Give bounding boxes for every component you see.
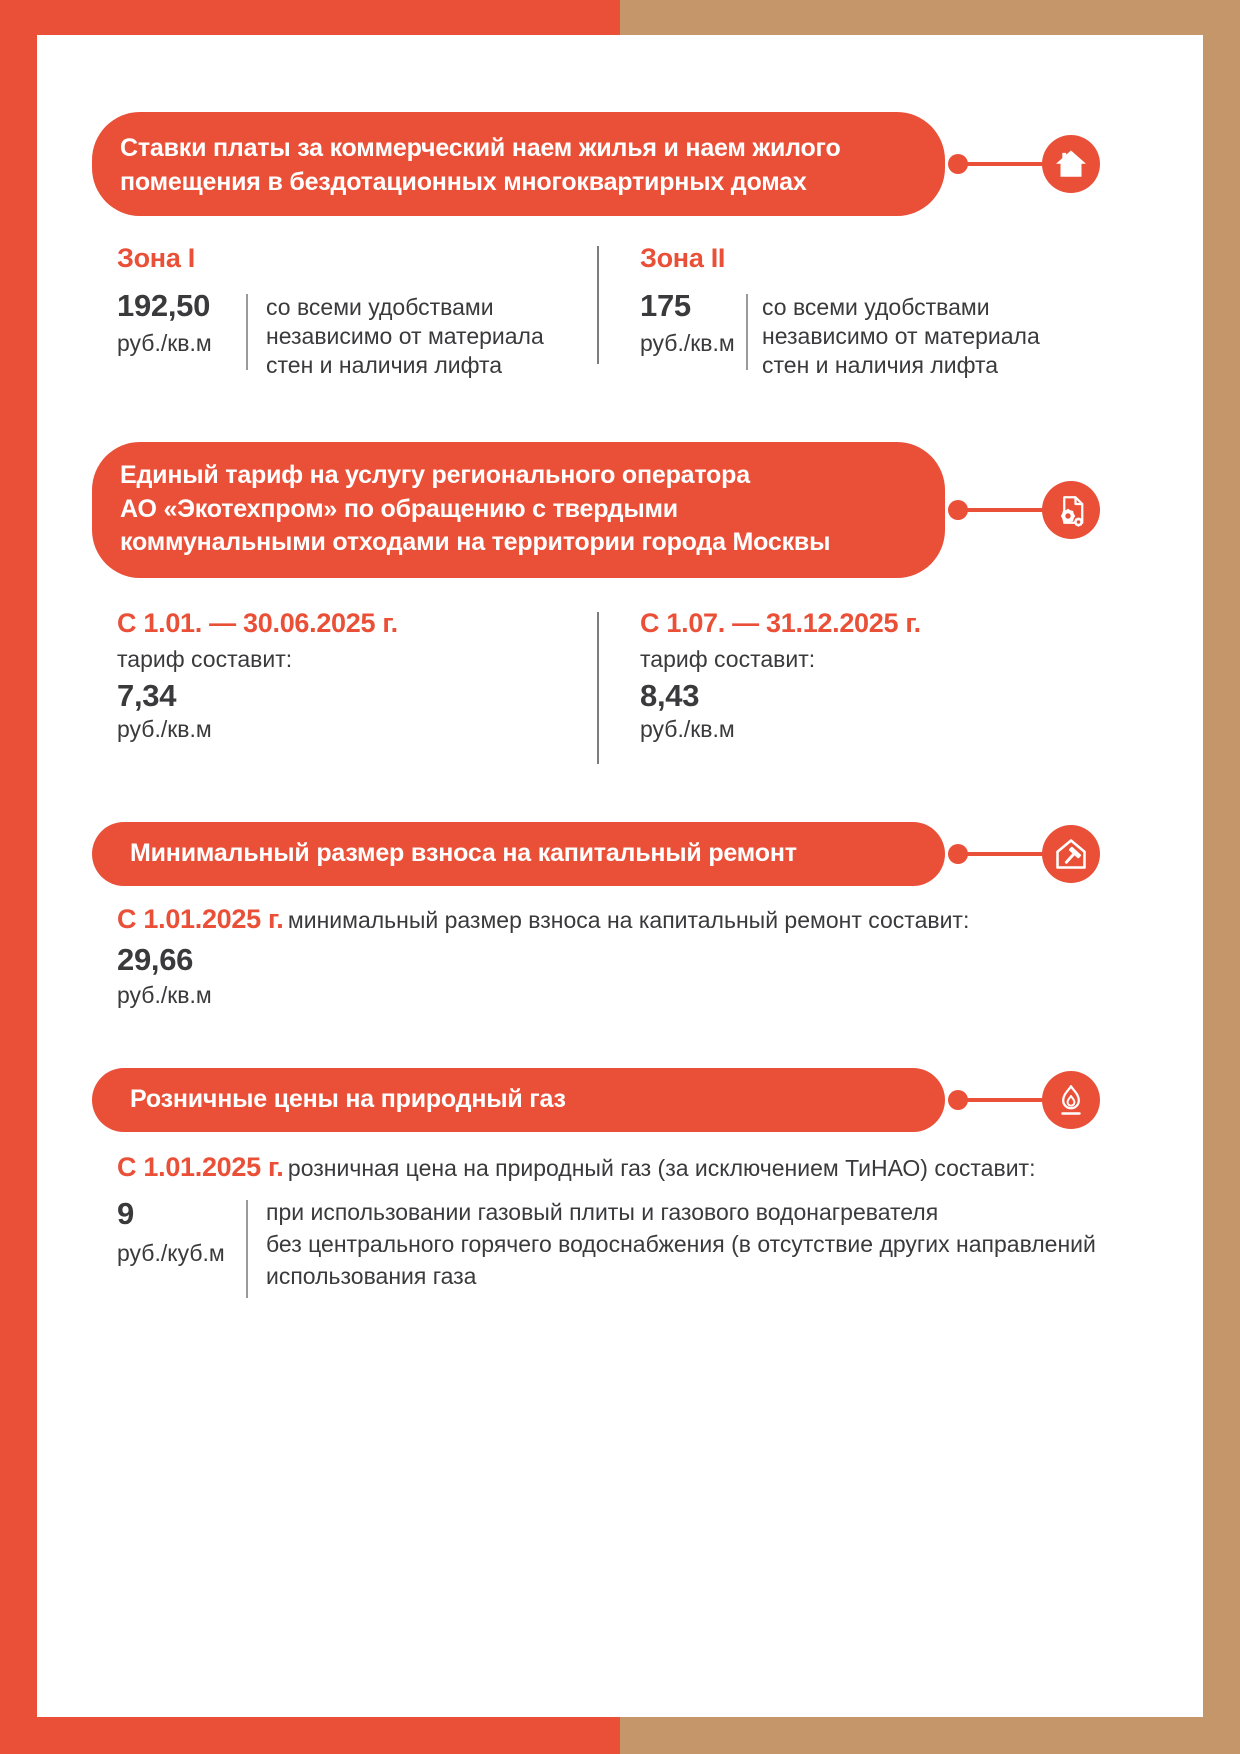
gas-description: [266, 1196, 1096, 1292]
waste-banner: [92, 442, 945, 578]
zone2-unit: руб./кв.м: [640, 330, 735, 356]
zone2-title: Зона II: [640, 243, 726, 273]
description-line: со всеми удобствами: [266, 294, 494, 320]
connector-line: [958, 508, 1048, 512]
column-divider: [597, 246, 599, 364]
house-icon: [1042, 135, 1100, 193]
waste-period2-label: тариф составит:: [640, 646, 816, 672]
waste-period1-dates: С 1.01. — 30.06.2025 г.: [117, 608, 398, 638]
rent-connector: [948, 135, 1100, 193]
zone2-value: 175: [640, 288, 691, 323]
gas-unit: руб./куб.м: [117, 1240, 225, 1266]
description-line: со всеми удобствами: [762, 294, 990, 320]
description-line: при использовании газовый плиты и газового водонагревателя: [266, 1199, 939, 1225]
connector-line: [958, 1098, 1048, 1102]
gas-connector: [948, 1071, 1100, 1129]
gas-banner: [92, 1068, 945, 1132]
waste-banner-line: АО «Экотехпром» по обращению с твердыми: [120, 494, 678, 523]
gas-intro: [117, 1152, 1035, 1183]
frame-bottom-left-stripe: [0, 1717, 620, 1754]
repair-intro-text: минимальный размер взноса на капитальный ремонт составит:: [287, 907, 970, 933]
frame-top-left-stripe: [0, 0, 620, 35]
zone2-description: [762, 293, 1040, 380]
waste-period1-label: тариф составит:: [117, 646, 293, 672]
frame-right-stripe: [1203, 0, 1240, 1754]
waste-period2-unit: руб./кв.м: [640, 716, 735, 742]
zone1-title: Зона I: [117, 243, 195, 273]
description-line: стен и наличия лифта: [266, 352, 503, 378]
repair-date: С 1.01.2025 г.: [117, 904, 284, 934]
repair-banner: [92, 822, 945, 886]
repair-unit: руб./кв.м: [117, 982, 212, 1008]
description-line: стен и наличия лифта: [762, 352, 999, 378]
description-line: независимо от материала: [266, 323, 544, 349]
repair-connector: [948, 825, 1100, 883]
description-line: использования газа: [266, 1263, 477, 1289]
frame-bottom-right-stripe: [620, 1717, 1240, 1754]
divider: [246, 1200, 248, 1298]
waste-period2-value: 8,43: [640, 678, 700, 713]
gas-banner-line: Розничные цены на природный газ: [130, 1085, 566, 1114]
waste-banner-line: коммунальными отходами на территории города Москвы: [120, 528, 831, 556]
column-divider: [597, 612, 599, 764]
repair-intro: [117, 904, 969, 935]
gas-value: 9: [117, 1196, 134, 1231]
connector-line: [958, 852, 1048, 856]
divider: [246, 294, 248, 370]
waste-connector: [948, 481, 1100, 539]
frame-top-right-stripe: [620, 0, 1240, 35]
rent-banner: [92, 112, 945, 216]
repair-banner-line: Минимальный размер взноса на капитальный ремонт: [130, 839, 797, 868]
waste-period2-dates: С 1.07. — 31.12.2025 г.: [640, 608, 921, 638]
repair-house-hammer-icon: [1042, 825, 1100, 883]
divider: [746, 294, 748, 370]
zone1-value: 192,50: [117, 288, 211, 323]
waste-banner-line: Единый тариф на услугу регионального оператора: [120, 461, 750, 489]
waste-document-gears-icon: [1042, 481, 1100, 539]
rent-banner-line: Ставки платы за коммерческий наем жилья и наем жилого: [120, 134, 841, 162]
gas-flame-icon: [1042, 1071, 1100, 1129]
zone1-description: [266, 293, 544, 380]
waste-period1-value: 7,34: [117, 678, 177, 713]
description-line: без центрального горячего водоснабжения (в отсутствие других направлений: [266, 1231, 1096, 1257]
gas-date: С 1.01.2025 г.: [117, 1152, 284, 1182]
zone1-unit: руб./кв.м: [117, 330, 212, 356]
repair-value: 29,66: [117, 942, 194, 977]
frame-left-stripe: [0, 0, 37, 1754]
gas-intro-text: розничная цена на природный газ (за исключением ТиНАО) составит:: [287, 1155, 1036, 1181]
description-line: независимо от материала: [762, 323, 1040, 349]
rent-banner-line: помещения в бездотационных многоквартирных домах: [120, 167, 807, 196]
waste-period1-unit: руб./кв.м: [117, 716, 212, 742]
connector-line: [958, 162, 1048, 166]
